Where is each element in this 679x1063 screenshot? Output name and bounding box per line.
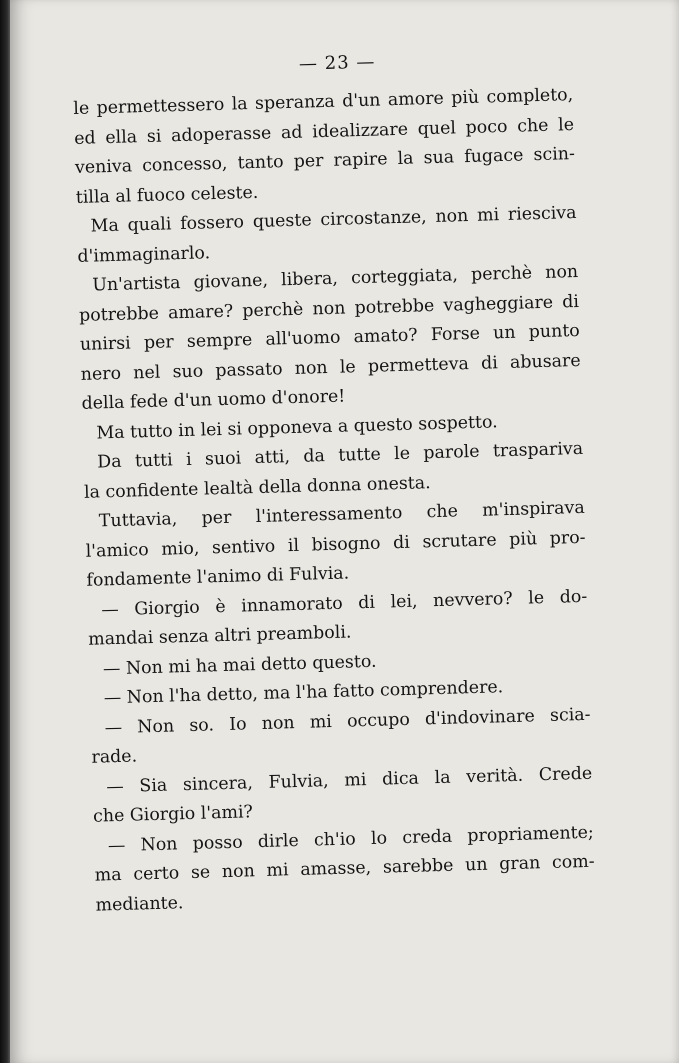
text-line: Un'artista giovane, libera, corteggiata, perchè non: [92, 261, 579, 296]
text-line: tilla al fuoco celeste.: [75, 182, 259, 208]
text-line: — Sia sincera, Fulvia, mi dica la verità. Crede: [106, 763, 593, 797]
text-line: ma certo se non mi amasse, sarebbe un gran com-: [94, 851, 595, 886]
text-line: — Non mi ha mai detto questo.: [102, 651, 377, 679]
text-line: Tuttavia, per l'interessamento che m'inspirava: [98, 497, 585, 532]
page-number: — 23 —: [298, 51, 376, 75]
book-binding: [0, 0, 10, 1063]
text-line: Ma tutto in lei si opponeva a questo sospetto.: [96, 411, 498, 443]
text-line: unirsi per sempre all'uomo amato? Forse un punto: [79, 320, 581, 355]
text-line: nero nel suo passato non le permetteva di abusare: [80, 350, 581, 385]
text-line: veniva concesso, tanto per rapire la sua fugace scin-: [74, 144, 576, 178]
text-line: d'immaginarlo.: [77, 242, 211, 267]
page-text: [72, 46, 596, 921]
text-line: Ma quali fossero queste circostanze, non mi riesciva: [90, 202, 577, 237]
book-page: [10, 0, 679, 1063]
text-line: rade.: [91, 746, 138, 768]
text-line: — Non so. Io non mi occupo d'indovinare scia-: [104, 704, 591, 738]
text-line: — Giorgio è innamorato di lei, nevvero? le do-: [101, 586, 588, 620]
text-line: ed ella si adoperasse ad idealizzare quel poco che le: [73, 114, 575, 149]
text-line: mandai senza altri preamboli.: [87, 622, 352, 650]
text-line: fondamente l'animo di Fulvia.: [86, 563, 350, 591]
text-line: la confidente lealtà della donna onesta.: [83, 472, 431, 503]
text-line: le permettessero la speranza d'un amore più completo,: [73, 85, 574, 119]
text-line: — Non posso dirle ch'io lo creda propriamente;: [107, 822, 595, 856]
text-line: che Giorgio l'ami?: [92, 802, 254, 827]
text-line: della fede d'un uomo d'onore!: [81, 386, 346, 414]
text-line: — Non l'ha detto, ma l'ha fatto comprendere.: [103, 677, 504, 709]
text-line: l'amico mio, sentivo il bisogno di scrutare più pro-: [85, 527, 586, 562]
text-line: potrebbe amare? perchè non potrebbe vagheggiare di: [78, 291, 580, 326]
text-line: Da tutti i suoi atti, da tutte le parole traspariva: [96, 438, 584, 473]
text-line: mediante.: [95, 892, 184, 916]
